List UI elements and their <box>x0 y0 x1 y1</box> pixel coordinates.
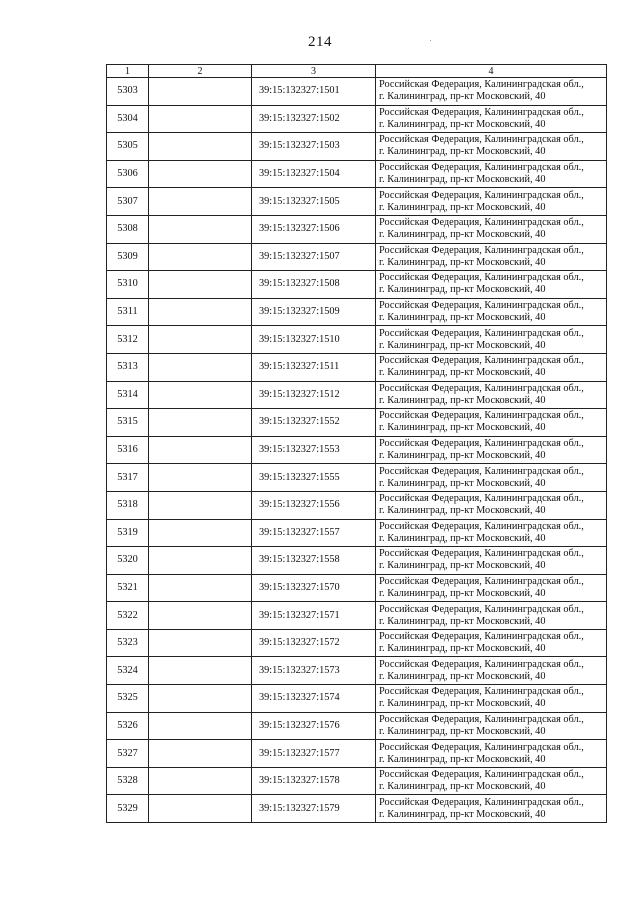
address-line-1: Российская Федерация, Калининградская обл., <box>379 327 584 339</box>
empty-cell <box>149 243 252 271</box>
empty-cell <box>149 188 252 216</box>
address-cell <box>376 685 607 713</box>
cadastral-number: 39:15:132327:1578 <box>252 767 376 795</box>
table-row <box>107 436 607 464</box>
address-line-2: г. Калининград, пр-кт Московский, 40 <box>379 146 546 158</box>
row-number: 5312 <box>107 326 149 354</box>
row-number: 5325 <box>107 685 149 713</box>
scan-speck <box>430 40 431 41</box>
address-line-1: Российская Федерация, Калининградская обл., <box>379 603 584 615</box>
cadastral-number: 39:15:132327:1573 <box>252 657 376 685</box>
table-row <box>107 243 607 271</box>
cadastral-number: 39:15:132327:1502 <box>252 105 376 133</box>
address-cell <box>376 105 607 133</box>
cadastral-number: 39:15:132327:1556 <box>252 491 376 519</box>
address-cell <box>376 298 607 326</box>
address-line-1: Российская Федерация, Калининградская обл., <box>379 106 584 118</box>
cadastral-number: 39:15:132327:1558 <box>252 547 376 575</box>
empty-cell <box>149 78 252 106</box>
row-number: 5327 <box>107 740 149 768</box>
page-number: 214 <box>308 34 332 50</box>
address-cell <box>376 78 607 106</box>
address-cell <box>376 519 607 547</box>
registry-table <box>106 64 607 823</box>
address-cell <box>376 767 607 795</box>
address-cell <box>376 326 607 354</box>
row-number: 5322 <box>107 602 149 630</box>
empty-cell <box>149 215 252 243</box>
table-row <box>107 685 607 713</box>
empty-cell <box>149 491 252 519</box>
address-line-1: Российская Федерация, Калининградская обл., <box>379 189 584 201</box>
address-line-2: г. Калининград, пр-кт Московский, 40 <box>379 753 546 765</box>
empty-cell <box>149 574 252 602</box>
address-cell <box>376 353 607 381</box>
address-cell <box>376 271 607 299</box>
address-cell <box>376 547 607 575</box>
cadastral-number: 39:15:132327:1572 <box>252 629 376 657</box>
empty-cell <box>149 160 252 188</box>
table-row <box>107 795 607 823</box>
table-row <box>107 629 607 657</box>
address-line-1: Российская Федерация, Калининградская обл., <box>379 162 584 174</box>
address-line-2: г. Калининград, пр-кт Московский, 40 <box>379 670 546 682</box>
table-row <box>107 491 607 519</box>
cadastral-number: 39:15:132327:1504 <box>252 160 376 188</box>
row-number: 5324 <box>107 657 149 685</box>
address-cell <box>376 215 607 243</box>
row-number: 5326 <box>107 712 149 740</box>
address-cell <box>376 409 607 437</box>
address-line-2: г. Калининград, пр-кт Московский, 40 <box>379 587 546 599</box>
cadastral-number: 39:15:132327:1574 <box>252 685 376 713</box>
cadastral-number: 39:15:132327:1553 <box>252 436 376 464</box>
address-line-1: Российская Федерация, Калининградская обл., <box>379 134 584 146</box>
address-cell <box>376 464 607 492</box>
address-line-1: Российская Федерация, Калининградская обл., <box>379 658 584 670</box>
table-row <box>107 271 607 299</box>
address-line-1: Российская Федерация, Калининградская обл., <box>379 410 584 422</box>
table-row <box>107 160 607 188</box>
header-col-1: 1 <box>107 65 149 78</box>
cadastral-number: 39:15:132327:1508 <box>252 271 376 299</box>
empty-cell <box>149 629 252 657</box>
empty-cell <box>149 105 252 133</box>
address-line-2: г. Калининград, пр-кт Московский, 40 <box>379 560 546 572</box>
address-cell <box>376 160 607 188</box>
table-body <box>107 78 607 823</box>
row-number: 5321 <box>107 574 149 602</box>
table-row <box>107 105 607 133</box>
table-row <box>107 712 607 740</box>
address-cell <box>376 188 607 216</box>
cadastral-number: 39:15:132327:1576 <box>252 712 376 740</box>
address-line-1: Российская Федерация, Калининградская обл., <box>379 79 584 91</box>
row-number: 5306 <box>107 160 149 188</box>
empty-cell <box>149 657 252 685</box>
address-line-1: Российская Федерация, Калининградская обл., <box>379 741 584 753</box>
empty-cell <box>149 712 252 740</box>
row-number: 5328 <box>107 767 149 795</box>
address-line-1: Российская Федерация, Калининградская обл., <box>379 520 584 532</box>
empty-cell <box>149 795 252 823</box>
header-col-2: 2 <box>149 65 252 78</box>
empty-cell <box>149 602 252 630</box>
address-line-2: г. Калининград, пр-кт Московский, 40 <box>379 505 546 517</box>
cadastral-number: 39:15:132327:1577 <box>252 740 376 768</box>
address-line-2: г. Калининград, пр-кт Московский, 40 <box>379 256 546 268</box>
table-row <box>107 409 607 437</box>
address-line-1: Российская Федерация, Калининградская обл., <box>379 713 584 725</box>
address-line-2: г. Калининград, пр-кт Московский, 40 <box>379 615 546 627</box>
address-line-1: Российская Федерация, Калининградская обл., <box>379 631 584 643</box>
address-line-1: Российская Федерация, Калининградская обл., <box>379 438 584 450</box>
cadastral-number: 39:15:132327:1507 <box>252 243 376 271</box>
address-line-1: Российская Федерация, Калининградская обл., <box>379 686 584 698</box>
address-cell <box>376 657 607 685</box>
address-cell <box>376 740 607 768</box>
address-line-1: Российская Федерация, Калининградская обл., <box>379 272 584 284</box>
table-row <box>107 657 607 685</box>
row-number: 5318 <box>107 491 149 519</box>
address-cell <box>376 795 607 823</box>
address-cell <box>376 243 607 271</box>
cadastral-number: 39:15:132327:1503 <box>252 133 376 161</box>
cadastral-number: 39:15:132327:1506 <box>252 215 376 243</box>
address-line-2: г. Калининград, пр-кт Московский, 40 <box>379 201 546 213</box>
address-line-1: Российская Федерация, Калининградская обл., <box>379 300 584 312</box>
address-line-2: г. Калининград, пр-кт Московский, 40 <box>379 725 546 737</box>
empty-cell <box>149 133 252 161</box>
cadastral-number: 39:15:132327:1552 <box>252 409 376 437</box>
empty-cell <box>149 271 252 299</box>
header-row <box>107 65 607 78</box>
address-line-2: г. Калининград, пр-кт Московский, 40 <box>379 312 546 324</box>
table-row <box>107 326 607 354</box>
cadastral-number: 39:15:132327:1557 <box>252 519 376 547</box>
row-number: 5303 <box>107 78 149 106</box>
empty-cell <box>149 409 252 437</box>
header-col-3: 3 <box>252 65 376 78</box>
empty-cell <box>149 464 252 492</box>
address-cell <box>376 381 607 409</box>
address-cell <box>376 436 607 464</box>
table-row <box>107 767 607 795</box>
empty-cell <box>149 547 252 575</box>
address-line-1: Российская Федерация, Калининградская обл., <box>379 382 584 394</box>
address-line-2: г. Калининград, пр-кт Московский, 40 <box>379 477 546 489</box>
address-line-2: г. Калининград, пр-кт Московский, 40 <box>379 394 546 406</box>
address-line-1: Российская Федерация, Калининградская обл., <box>379 575 584 587</box>
table-row <box>107 547 607 575</box>
empty-cell <box>149 298 252 326</box>
table-row <box>107 78 607 106</box>
address-cell <box>376 574 607 602</box>
address-line-1: Российская Федерация, Калининградская обл., <box>379 548 584 560</box>
table-row <box>107 353 607 381</box>
address-line-2: г. Калининград, пр-кт Московский, 40 <box>379 422 546 434</box>
cadastral-number: 39:15:132327:1555 <box>252 464 376 492</box>
address-line-2: г. Калининград, пр-кт Московский, 40 <box>379 643 546 655</box>
row-number: 5316 <box>107 436 149 464</box>
table-row <box>107 574 607 602</box>
empty-cell <box>149 685 252 713</box>
address-line-2: г. Калининград, пр-кт Московский, 40 <box>379 808 546 820</box>
table-row <box>107 188 607 216</box>
table-row <box>107 133 607 161</box>
row-number: 5323 <box>107 629 149 657</box>
address-cell <box>376 133 607 161</box>
cadastral-number: 39:15:132327:1579 <box>252 795 376 823</box>
table-row <box>107 215 607 243</box>
address-line-2: г. Калининград, пр-кт Московский, 40 <box>379 532 546 544</box>
cadastral-number: 39:15:132327:1571 <box>252 602 376 630</box>
cadastral-number: 39:15:132327:1570 <box>252 574 376 602</box>
address-cell <box>376 602 607 630</box>
empty-cell <box>149 436 252 464</box>
address-line-2: г. Калининград, пр-кт Московский, 40 <box>379 284 546 296</box>
empty-cell <box>149 519 252 547</box>
row-number: 5317 <box>107 464 149 492</box>
address-line-1: Российская Федерация, Калининградская обл., <box>379 796 584 808</box>
table-header <box>107 65 607 78</box>
address-line-1: Российская Федерация, Калининградская обл., <box>379 465 584 477</box>
address-line-1: Российская Федерация, Калининградская обл., <box>379 355 584 367</box>
address-cell <box>376 629 607 657</box>
address-line-2: г. Калининград, пр-кт Московский, 40 <box>379 781 546 793</box>
row-number: 5311 <box>107 298 149 326</box>
table-row <box>107 464 607 492</box>
row-number: 5319 <box>107 519 149 547</box>
empty-cell <box>149 326 252 354</box>
address-line-2: г. Калининград, пр-кт Московский, 40 <box>379 450 546 462</box>
empty-cell <box>149 353 252 381</box>
address-line-2: г. Калининград, пр-кт Московский, 40 <box>379 367 546 379</box>
table-row <box>107 381 607 409</box>
table-row <box>107 602 607 630</box>
row-number: 5307 <box>107 188 149 216</box>
address-cell <box>376 712 607 740</box>
row-number: 5329 <box>107 795 149 823</box>
cadastral-number: 39:15:132327:1511 <box>252 353 376 381</box>
table-row <box>107 298 607 326</box>
address-line-2: г. Калининград, пр-кт Московский, 40 <box>379 698 546 710</box>
address-line-1: Российская Федерация, Калининградская обл., <box>379 493 584 505</box>
address-line-1: Российская Федерация, Калининградская обл., <box>379 217 584 229</box>
address-line-2: г. Калининград, пр-кт Московский, 40 <box>379 229 546 241</box>
row-number: 5310 <box>107 271 149 299</box>
row-number: 5305 <box>107 133 149 161</box>
row-number: 5315 <box>107 409 149 437</box>
address-line-2: г. Калининград, пр-кт Московский, 40 <box>379 339 546 351</box>
empty-cell <box>149 767 252 795</box>
cadastral-number: 39:15:132327:1501 <box>252 78 376 106</box>
address-line-2: г. Калининград, пр-кт Московский, 40 <box>379 118 546 130</box>
empty-cell <box>149 381 252 409</box>
row-number: 5320 <box>107 547 149 575</box>
address-line-1: Российская Федерация, Калининградская обл., <box>379 769 584 781</box>
address-line-2: г. Калининград, пр-кт Московский, 40 <box>379 174 546 186</box>
row-number: 5313 <box>107 353 149 381</box>
cadastral-number: 39:15:132327:1509 <box>252 298 376 326</box>
row-number: 5304 <box>107 105 149 133</box>
header-col-4: 4 <box>376 65 607 78</box>
table-row <box>107 519 607 547</box>
address-line-2: г. Калининград, пр-кт Московский, 40 <box>379 91 546 103</box>
cadastral-number: 39:15:132327:1512 <box>252 381 376 409</box>
cadastral-number: 39:15:132327:1510 <box>252 326 376 354</box>
empty-cell <box>149 740 252 768</box>
row-number: 5314 <box>107 381 149 409</box>
address-line-1: Российская Федерация, Калининградская обл., <box>379 244 584 256</box>
table-row <box>107 740 607 768</box>
row-number: 5308 <box>107 215 149 243</box>
cadastral-number: 39:15:132327:1505 <box>252 188 376 216</box>
row-number: 5309 <box>107 243 149 271</box>
address-cell <box>376 491 607 519</box>
